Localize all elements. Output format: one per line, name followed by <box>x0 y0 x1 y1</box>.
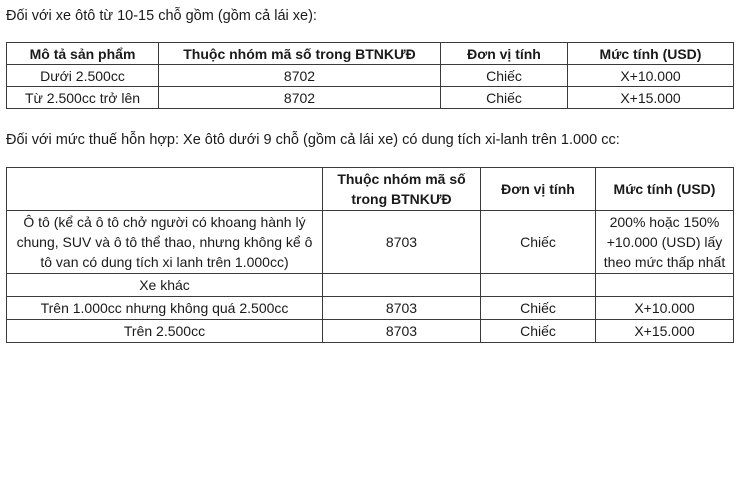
table-cell: 200% hoặc 150% +10.000 (USD) lấy theo mức thấp nhất <box>596 211 734 274</box>
table-row <box>7 297 734 320</box>
tax-table-10-15-seats <box>6 42 734 109</box>
table-row <box>7 87 734 109</box>
table-cell: Ô tô (kể cả ô tô chở người có khoang hành lý chung, SUV và ô tô thể thao, nhưng không kể ô tô van có dung tích xi lanh trên 1.000cc) <box>7 211 323 274</box>
table-cell: X+15.000 <box>596 320 734 343</box>
table-row <box>7 320 734 343</box>
column-header: Mô tả sản phẩm <box>7 43 159 65</box>
table-row <box>7 65 734 87</box>
table-cell <box>596 274 734 297</box>
column-header: Đơn vị tính <box>441 43 568 65</box>
table-cell: X+15.000 <box>568 87 734 109</box>
table-cell: Trên 2.500cc <box>7 320 323 343</box>
table-row <box>7 211 734 274</box>
table-header-row <box>7 43 734 65</box>
table-cell: 8702 <box>159 65 441 87</box>
table-cell <box>323 274 481 297</box>
table-cell: Xe khác <box>7 274 323 297</box>
table-cell: Chiếc <box>441 65 568 87</box>
table-cell: 8703 <box>323 297 481 320</box>
table-cell <box>481 274 596 297</box>
table-cell: X+10.000 <box>568 65 734 87</box>
column-header: Mức tính (USD) <box>596 168 734 211</box>
table-cell: Chiếc <box>481 320 596 343</box>
table-cell: Trên 1.000cc nhưng không quá 2.500cc <box>7 297 323 320</box>
table-cell: X+10.000 <box>596 297 734 320</box>
table-cell: Từ 2.500cc trở lên <box>7 87 159 109</box>
table-cell: 8702 <box>159 87 441 109</box>
table-cell: Dưới 2.500cc <box>7 65 159 87</box>
table-cell: Chiếc <box>441 87 568 109</box>
table-cell: Chiếc <box>481 211 596 274</box>
column-header: Đơn vị tính <box>481 168 596 211</box>
table-row <box>7 274 734 297</box>
column-header: Thuộc nhóm mã số trong BTNKƯĐ <box>159 43 441 65</box>
table-cell: 8703 <box>323 320 481 343</box>
section2-heading: Đối với mức thuế hỗn hợp: Xe ôtô dưới 9 chỗ (gồm cả lái xe) có dung tích xi-lanh trên 1.000 cc: <box>6 132 620 148</box>
tax-table-under-9-seats <box>6 167 734 343</box>
column-header <box>7 168 323 211</box>
table-cell: Chiếc <box>481 297 596 320</box>
section1-heading: Đối với xe ôtô từ 10-15 chỗ gồm (gồm cả lái xe): <box>6 8 317 24</box>
column-header: Thuộc nhóm mã số trong BTNKƯĐ <box>323 168 481 211</box>
column-header: Mức tính (USD) <box>568 43 734 65</box>
table-cell: 8703 <box>323 211 481 274</box>
table-header-row <box>7 168 734 211</box>
